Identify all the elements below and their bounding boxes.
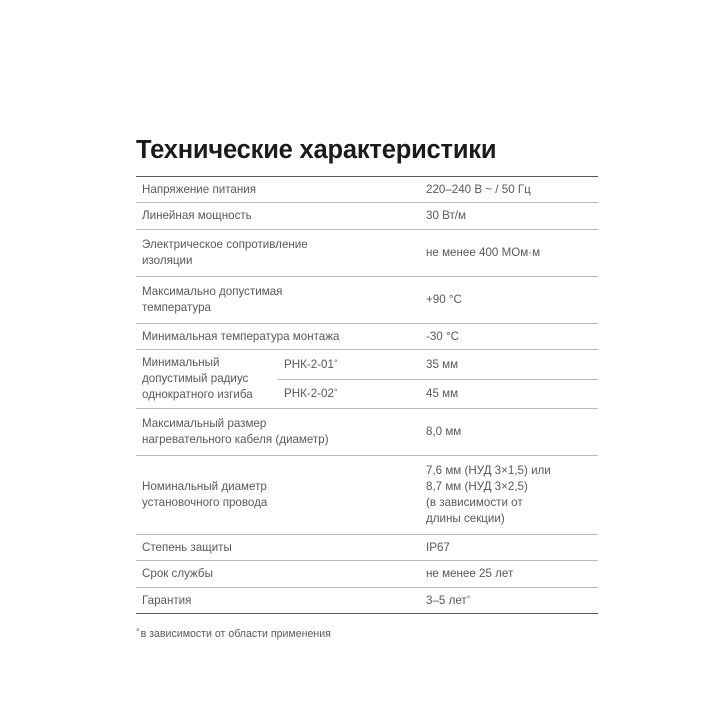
spec-value-line: (в зависимости от <box>426 496 523 510</box>
spec-label-line: однократного изгиба <box>142 388 253 402</box>
technical-specifications-table <box>136 176 598 614</box>
spec-value: +90 °C <box>420 276 598 323</box>
spec-value: не менее 400 МОм·м <box>420 229 598 276</box>
content-container <box>136 136 572 642</box>
table-row <box>136 276 598 323</box>
spec-label: Срок службы <box>136 561 420 587</box>
spec-label-line: Максимально допустимая <box>142 284 283 298</box>
spec-value: не менее 25 лет <box>420 561 598 587</box>
spec-label <box>136 229 420 276</box>
footnote-marker: ° <box>333 387 338 398</box>
spec-label-line: установочного провода <box>142 496 268 510</box>
spec-label-line: изоляции <box>142 253 193 267</box>
footnote-text: в зависимости от области применения <box>140 628 331 641</box>
table-row <box>136 203 598 229</box>
table-row <box>136 177 598 203</box>
spec-label-line: Максимальный размер <box>142 417 267 431</box>
spec-label <box>136 456 420 535</box>
spec-sublabel-text: РНК-2-01 <box>284 357 334 371</box>
page-title: Технические характеристики <box>136 136 497 164</box>
spec-value-line: 7,6 мм (НУД 3×1,5) или <box>426 464 551 478</box>
table-footnote <box>136 627 572 642</box>
spec-label <box>136 350 278 409</box>
table-row <box>136 535 598 561</box>
spec-value-line: 8,7 мм (НУД 3×2,5) <box>426 480 528 494</box>
spec-sublabel <box>278 350 420 379</box>
table-row <box>136 350 598 379</box>
spec-label: Гарантия <box>136 587 420 613</box>
spec-label-line: допустимый радиус <box>142 372 249 386</box>
table-row <box>136 409 598 456</box>
spec-label: Линейная мощность <box>136 203 420 229</box>
spec-value: IP67 <box>420 535 598 561</box>
spec-value-line: длины секции) <box>426 512 505 526</box>
table-row <box>136 323 598 349</box>
spec-value: -30 °C <box>420 323 598 349</box>
table-row <box>136 229 598 276</box>
spec-value: 8,0 мм <box>420 409 598 456</box>
footnote-marker: ° <box>466 593 471 604</box>
footnote-marker: ° <box>136 627 140 638</box>
spec-value: 220–240 В ~ / 50 Гц <box>420 177 598 203</box>
spec-value: 45 мм <box>420 379 598 408</box>
spec-sublabel <box>278 379 420 408</box>
spec-label-line: температура <box>142 300 211 314</box>
spec-sublabel-text: РНК-2-02 <box>284 387 334 401</box>
table-row <box>136 456 598 535</box>
footnote-marker: ° <box>333 357 338 368</box>
spec-label-line: Минимальный <box>142 356 220 370</box>
spec-label: Степень защиты <box>136 535 420 561</box>
table-row <box>136 587 598 613</box>
spec-label-line: Электрическое сопротивление <box>142 237 308 251</box>
spec-label <box>136 409 420 456</box>
spec-label <box>136 276 420 323</box>
spec-value <box>420 456 598 535</box>
spec-label: Минимальная температура монтажа <box>136 323 420 349</box>
spec-label-line: Номинальный диаметр <box>142 480 267 494</box>
spec-label: Напряжение питания <box>136 177 420 203</box>
spec-value <box>420 587 598 613</box>
table-row <box>136 561 598 587</box>
spec-value: 30 Вт/м <box>420 203 598 229</box>
spec-value: 35 мм <box>420 350 598 379</box>
spec-value-text: 3–5 лет <box>426 593 467 607</box>
spec-label-line: нагревательного кабеля (диаметр) <box>142 433 329 447</box>
